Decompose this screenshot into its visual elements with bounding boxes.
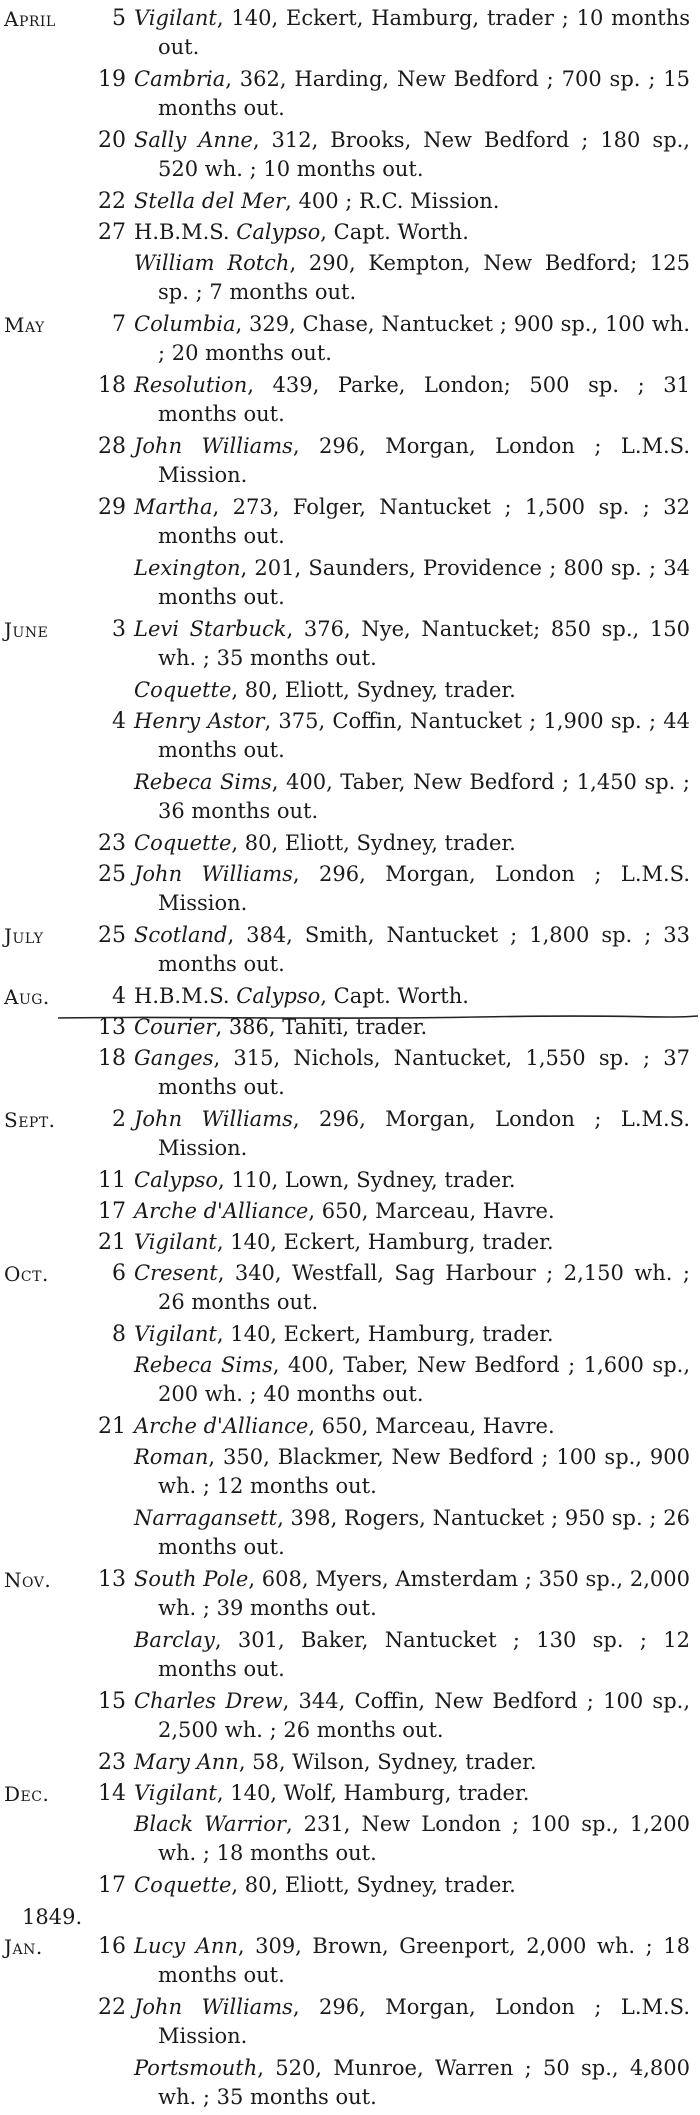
entry-day: 23 bbox=[98, 831, 126, 856]
entry-day: 22 bbox=[98, 189, 126, 214]
arrival-entry bbox=[0, 218, 700, 249]
ship-name: Henry Astor bbox=[134, 709, 265, 733]
arrival-entry bbox=[0, 982, 700, 1013]
entry-day: 22 bbox=[98, 1995, 126, 2020]
arrival-entry bbox=[0, 371, 700, 432]
arrival-entry bbox=[0, 1810, 700, 1871]
entry-text bbox=[134, 4, 690, 62]
arrival-entry bbox=[0, 676, 700, 707]
entry-month: May bbox=[4, 313, 45, 337]
arrival-entry bbox=[0, 554, 700, 615]
ship-details: , 140, Eckert, Hamburg, trader ; 10 months out. bbox=[158, 6, 690, 59]
ship-name: Courier bbox=[134, 1015, 216, 1039]
entry-day: 20 bbox=[98, 128, 126, 153]
ship-details: , 80, Eliott, Sydney, trader. bbox=[231, 1873, 516, 1897]
ship-details: , 231, New London ; 100 sp., 1,200 wh. ; 18 months out. bbox=[158, 1812, 690, 1865]
arrival-entry bbox=[0, 187, 700, 218]
entry-day: 18 bbox=[98, 1046, 126, 1071]
ship-details: , 140, Wolf, Hamburg, trader. bbox=[216, 1781, 530, 1805]
entry-text bbox=[134, 1748, 690, 1777]
ship-name: Levi Starbuck bbox=[134, 617, 287, 641]
entry-day: 4 bbox=[112, 709, 126, 734]
ship-details: H.B.M.S. bbox=[134, 984, 237, 1008]
arrival-entry bbox=[0, 615, 700, 676]
ship-name: Rebeca Sims bbox=[134, 770, 272, 794]
entry-day: 4 bbox=[112, 984, 126, 1009]
arrival-entry bbox=[0, 1626, 700, 1687]
entry-text bbox=[134, 1993, 690, 2051]
ship-name: John Williams bbox=[134, 434, 293, 458]
entry-month: April bbox=[4, 7, 56, 31]
ship-details: , 386, Tahiti, trader. bbox=[215, 1015, 428, 1039]
entry-text bbox=[134, 1197, 690, 1226]
ship-details: , 58, Wilson, Sydney, trader. bbox=[238, 1750, 537, 1774]
entry-text bbox=[134, 432, 690, 490]
ship-details: , 296, Morgan, London ; L.M.S. Mission. bbox=[158, 862, 690, 915]
entry-month: July bbox=[4, 924, 44, 948]
arrival-entry bbox=[0, 1351, 700, 1412]
arrival-entry bbox=[0, 249, 700, 310]
entry-day: 23 bbox=[98, 1750, 126, 1775]
entry-month: June bbox=[4, 618, 49, 642]
entry-text bbox=[134, 707, 690, 765]
ship-details: , Capt. Worth. bbox=[320, 220, 469, 244]
entry-month: Nov. bbox=[4, 1568, 52, 1592]
entry-text bbox=[134, 1810, 690, 1868]
ship-details: , 296, Morgan, London ; L.M.S. Mission. bbox=[158, 434, 690, 487]
entry-day: 13 bbox=[98, 1567, 126, 1592]
ship-name: Scotland bbox=[134, 923, 228, 947]
arrival-entry bbox=[0, 707, 700, 768]
year-label: 1849. bbox=[22, 1905, 83, 1929]
ship-name: Cresent bbox=[134, 1261, 218, 1285]
entry-text bbox=[134, 554, 690, 612]
ship-details: , 140, Eckert, Hamburg, trader. bbox=[216, 1230, 554, 1254]
entry-text bbox=[134, 2054, 690, 2112]
arrival-entry bbox=[0, 1779, 700, 1810]
ship-details: , 201, Saunders, Providence ; 800 sp. ; 34 months out. bbox=[158, 556, 690, 609]
entry-day: 13 bbox=[98, 1015, 126, 1040]
entry-text bbox=[134, 1565, 690, 1623]
ship-details: , 309, Brown, Greenport, 2,000 wh. ; 18 months out. bbox=[158, 1934, 690, 1987]
entry-text bbox=[134, 982, 690, 1011]
entry-text bbox=[134, 1259, 690, 1317]
entry-day: 2 bbox=[112, 1107, 126, 1132]
ship-details: , 80, Eliott, Sydney, trader. bbox=[231, 831, 516, 855]
entry-text bbox=[134, 1504, 690, 1562]
ship-name: Coquette bbox=[134, 678, 232, 702]
entry-text bbox=[134, 768, 690, 826]
arrival-entry bbox=[0, 1320, 700, 1351]
ship-name: Calypso bbox=[236, 984, 321, 1008]
ship-name: Rebeca Sims bbox=[134, 1353, 273, 1377]
ship-details: , 520, Munroe, Warren ; 50 sp., 4,800 wh. ; 35 months out. bbox=[158, 2056, 690, 2109]
ship-name: Vigilant bbox=[134, 6, 217, 30]
ship-name: John Williams bbox=[134, 1995, 293, 2019]
entry-text bbox=[134, 187, 690, 216]
entry-text bbox=[134, 1044, 690, 1102]
ship-name: Cambria bbox=[134, 67, 226, 91]
entry-text bbox=[134, 1687, 690, 1745]
ship-name: John Williams bbox=[134, 1107, 293, 1131]
ship-details: , 340, Westfall, Sag Harbour ; 2,150 wh. ; 26 months out. bbox=[158, 1261, 690, 1314]
ship-name: Resolution bbox=[134, 373, 248, 397]
ship-details: , 344, Coffin, New Bedford ; 100 sp., 2,500 wh. ; 26 months out. bbox=[158, 1689, 691, 1742]
ship-name: Lexington bbox=[134, 556, 241, 580]
arrival-entry bbox=[0, 1166, 700, 1197]
ship-details: , 350, Blackmer, New Bedford ; 100 sp., 900 wh. ; 12 months out. bbox=[158, 1445, 690, 1498]
entry-text bbox=[134, 615, 690, 673]
arrival-entry bbox=[0, 310, 700, 371]
ship-name: Black Warrior bbox=[134, 1812, 286, 1836]
ship-details: , 140, Eckert, Hamburg, trader. bbox=[216, 1322, 554, 1346]
entry-day: 7 bbox=[112, 312, 126, 337]
entry-text bbox=[134, 1228, 690, 1257]
arrival-entry bbox=[0, 829, 700, 860]
entry-day: 6 bbox=[112, 1261, 126, 1286]
entry-text bbox=[134, 218, 690, 247]
ship-arrivals-list bbox=[0, 4, 700, 2115]
entry-day: 19 bbox=[98, 67, 126, 92]
arrival-entry bbox=[0, 1443, 700, 1504]
ship-name: Sally Anne bbox=[134, 128, 253, 152]
entry-day: 14 bbox=[98, 1781, 126, 1806]
ship-details: , 273, Folger, Nantucket ; 1,500 sp. ; 32 months out. bbox=[158, 495, 690, 548]
arrival-entry bbox=[0, 1932, 700, 1993]
arrival-entry bbox=[0, 1228, 700, 1259]
ship-details: , 650, Marceau, Havre. bbox=[308, 1199, 555, 1223]
entry-day: 21 bbox=[98, 1230, 126, 1255]
ship-name: Coquette bbox=[134, 831, 232, 855]
ship-details: , 362, Harding, New Bedford ; 700 sp. ; 15 months out. bbox=[158, 67, 690, 120]
entry-text bbox=[134, 829, 690, 858]
ship-details: , Capt. Worth. bbox=[320, 984, 469, 1008]
entry-day: 18 bbox=[98, 373, 126, 398]
entry-text bbox=[134, 1626, 690, 1684]
entry-text bbox=[134, 676, 690, 705]
arrival-entry bbox=[0, 1871, 700, 1902]
arrival-entry bbox=[0, 860, 700, 921]
entry-text bbox=[134, 860, 690, 918]
ship-name: Calypso bbox=[236, 220, 321, 244]
ship-details: , 315, Nichols, Nantucket, 1,550 sp. ; 37 months out. bbox=[158, 1046, 690, 1099]
ship-name: Portsmouth bbox=[134, 2056, 258, 2080]
ship-details: , 376, Nye, Nantucket; 850 sp., 150 wh. ; 35 months out. bbox=[158, 617, 691, 670]
entry-month: Aug. bbox=[4, 985, 50, 1009]
entry-day: 21 bbox=[98, 1414, 126, 1439]
entry-text bbox=[134, 1871, 690, 1900]
arrival-entry bbox=[0, 768, 700, 829]
arrival-entry bbox=[0, 1993, 700, 2054]
ship-name: Mary Ann bbox=[134, 1750, 239, 1774]
entry-month: Sept. bbox=[4, 1108, 56, 1132]
ship-details: , 110, Lown, Sydney, trader. bbox=[218, 1168, 516, 1192]
arrival-entry bbox=[0, 2054, 700, 2115]
year-heading bbox=[0, 1902, 700, 1932]
entry-text bbox=[134, 1443, 690, 1501]
ship-name: Arche d'Alliance bbox=[134, 1199, 309, 1223]
entry-text bbox=[134, 1166, 690, 1195]
ship-details: , 400 ; R.C. Mission. bbox=[285, 189, 500, 213]
entry-day: 29 bbox=[98, 495, 126, 520]
ship-name: Coquette bbox=[134, 1873, 232, 1897]
entry-text bbox=[134, 1932, 690, 1990]
ship-name: Charles Drew bbox=[134, 1689, 283, 1713]
arrival-entry bbox=[0, 4, 700, 65]
ship-name: John Williams bbox=[134, 862, 293, 886]
ship-name: Martha bbox=[134, 495, 213, 519]
entry-day: 25 bbox=[98, 923, 126, 948]
ship-name: Vigilant bbox=[134, 1230, 217, 1254]
entry-day: 16 bbox=[98, 1934, 126, 1959]
entry-day: 5 bbox=[112, 6, 126, 31]
entry-day: 8 bbox=[112, 1322, 126, 1347]
entry-day: 25 bbox=[98, 862, 126, 887]
arrival-entry bbox=[0, 1105, 700, 1166]
ship-name: Vigilant bbox=[134, 1322, 217, 1346]
ship-details: , 80, Eliott, Sydney, trader. bbox=[231, 678, 516, 702]
ship-name: Lucy Ann bbox=[134, 1934, 238, 1958]
entry-text bbox=[134, 310, 690, 368]
arrival-entry bbox=[0, 65, 700, 126]
entry-month: Jan. bbox=[4, 1935, 43, 1959]
ship-name: Roman bbox=[134, 1445, 209, 1469]
ship-name: Stella del Mer bbox=[134, 189, 286, 213]
entry-text bbox=[134, 249, 690, 307]
ship-details: , 400, Taber, New Bedford ; 1,450 sp. ; 36 months out. bbox=[158, 770, 690, 823]
ship-details: , 439, Parke, London; 500 sp. ; 31 months out. bbox=[158, 373, 690, 426]
ship-name: Calypso bbox=[134, 1168, 219, 1192]
entry-text bbox=[134, 1779, 690, 1808]
entry-text bbox=[134, 126, 690, 184]
arrival-entry bbox=[0, 1565, 700, 1626]
entry-text bbox=[134, 1320, 690, 1349]
ship-details: , 312, Brooks, New Bedford ; 180 sp., 520 wh. ; 10 months out. bbox=[158, 128, 690, 181]
ship-name: Vigilant bbox=[134, 1781, 217, 1805]
arrival-entry bbox=[0, 1197, 700, 1228]
entry-month: Oct. bbox=[4, 1262, 49, 1286]
entry-day: 28 bbox=[98, 434, 126, 459]
arrival-entry bbox=[0, 493, 700, 554]
ship-name: South Pole bbox=[134, 1567, 249, 1591]
ink-strike-mark bbox=[58, 1010, 698, 1030]
entry-text bbox=[134, 371, 690, 429]
ship-details: , 296, Morgan, London ; L.M.S. Mission. bbox=[158, 1107, 690, 1160]
entry-day: 17 bbox=[98, 1199, 126, 1224]
ship-details: , 296, Morgan, London ; L.M.S. Mission. bbox=[158, 1995, 690, 2048]
ship-details: , 301, Baker, Nantucket ; 130 sp. ; 12 months out. bbox=[158, 1628, 690, 1681]
entry-text bbox=[134, 1105, 690, 1163]
entry-month: Dec. bbox=[4, 1782, 50, 1806]
ship-name: Narragansett bbox=[134, 1506, 278, 1530]
arrival-entry bbox=[0, 1412, 700, 1443]
entry-text bbox=[134, 1351, 690, 1409]
arrival-entry bbox=[0, 1687, 700, 1748]
arrival-entry bbox=[0, 1748, 700, 1779]
arrival-entry bbox=[0, 1504, 700, 1565]
arrival-entry bbox=[0, 1044, 700, 1105]
ship-details: H.B.M.S. bbox=[134, 220, 237, 244]
ship-details: , 329, Chase, Nantucket ; 900 sp., 100 wh. ; 20 months out. bbox=[158, 312, 690, 365]
entry-text bbox=[134, 493, 690, 551]
ship-name: William Rotch bbox=[134, 251, 290, 275]
ship-name: Ganges bbox=[134, 1046, 214, 1070]
ship-details: , 608, Myers, Amsterdam ; 350 sp., 2,000 wh. ; 39 months out. bbox=[158, 1567, 690, 1620]
entry-text bbox=[134, 1412, 690, 1441]
arrival-entry bbox=[0, 921, 700, 982]
entry-text bbox=[134, 65, 690, 123]
entry-day: 15 bbox=[98, 1689, 126, 1714]
ship-details: , 400, Taber, New Bedford ; 1,600 sp., 200 wh. ; 40 months out. bbox=[158, 1353, 691, 1406]
ship-name: Arche d'Alliance bbox=[134, 1414, 309, 1438]
entry-day: 27 bbox=[98, 220, 126, 245]
arrival-entry bbox=[0, 432, 700, 493]
entry-day: 3 bbox=[112, 617, 126, 642]
arrival-entry bbox=[0, 1259, 700, 1320]
ship-name: Barclay bbox=[134, 1628, 215, 1652]
ship-details: , 650, Marceau, Havre. bbox=[308, 1414, 555, 1438]
entry-day: 11 bbox=[98, 1168, 126, 1193]
arrival-entry bbox=[0, 126, 700, 187]
entry-text bbox=[134, 921, 690, 979]
ship-details: , 290, Kempton, New Bedford; 125 sp. ; 7 months out. bbox=[158, 251, 690, 304]
entry-day: 17 bbox=[98, 1873, 126, 1898]
ship-details: , 398, Rogers, Nantucket ; 950 sp. ; 26 months out. bbox=[158, 1506, 690, 1559]
ship-name: Columbia bbox=[134, 312, 236, 336]
ship-details: , 375, Coffin, Nantucket ; 1,900 sp. ; 44 months out. bbox=[158, 709, 690, 762]
ship-details: , 384, Smith, Nantucket ; 1,800 sp. ; 33 months out. bbox=[158, 923, 690, 976]
